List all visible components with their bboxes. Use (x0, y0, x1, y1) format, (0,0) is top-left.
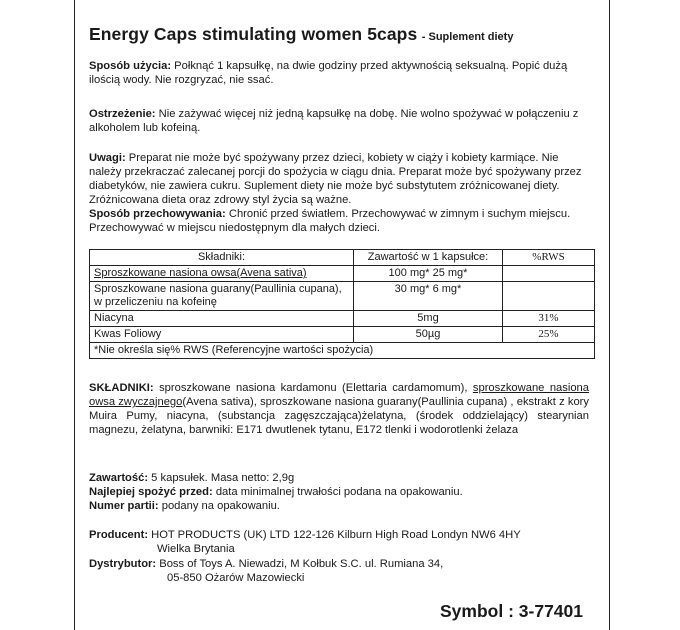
ingredients-list (89, 381, 589, 437)
symbol-label: Symbol : (440, 601, 514, 621)
notes-section (89, 151, 589, 235)
storage-label: Sposób przechowywania: (89, 208, 226, 220)
row-rws (503, 282, 595, 311)
distributor-line-2: 05-850 Ożarów Mazowiecki (167, 572, 305, 584)
ingredients-label: SKŁADNIKI: (89, 382, 154, 394)
usage-text: Połknąć 1 kapsułkę, na dwie godziny przed aktywnością seksualną. Popić dużą ilością wody. Nie rozgryzać, nie ssać. (89, 60, 568, 86)
product-name: Energy Caps stimulating women 5caps (89, 24, 418, 44)
batch-label: Numer partii: (89, 500, 159, 512)
table-row (90, 327, 595, 343)
content-label: Zawartość: (89, 472, 149, 484)
row-rws: 31% (503, 311, 595, 327)
best-before-text: data minimalnej trwałości podana na opakowaniu. (212, 486, 463, 498)
row-rws (503, 266, 595, 282)
table-footnote: *Nie określa się% RWS (Referencyjne wartości spożycia) (90, 343, 595, 359)
producer-line-1: HOT PRODUCTS (UK) LTD 122-126 Kilburn High Road Londyn NW6 4HY (148, 529, 521, 541)
ingredients-text-1: sproszkowane nasiona kardamonu (Elettaria cardamomum), (153, 382, 473, 394)
batch-text: podany na opakowaniu. (158, 500, 280, 512)
table-row (90, 311, 595, 327)
usage-label: Sposób użycia: (89, 60, 172, 72)
row-amount: 5mg (354, 311, 503, 327)
ingredients-text-2: (Avena sativa), sproszkowane nasiona guarany(Paullinia cupana) , ekstrakt z kory Muira Pumy, niacyna, (substancja zagęszczająca)żelatyna, (środek oddzielający) stearynian magnezu, żelatyna, barwniki: E171 dwutlenek tytanu, E172 tlenki i wodorotlenki żelaza (89, 396, 590, 436)
table-row (90, 282, 595, 311)
table-footnote-row (90, 343, 595, 359)
notes-text: Preparat nie może być spożywany przez dzieci, kobiety w ciąży i kobiety karmiące. Nie należy przekraczać zalecanej porcji do spożycia w ciągu dnia. Preparat może być spożywany przez diabetyków, nie zawiera cukru. Suplement diety nie może być substytutem zróżnicowanej diety. Zróżnicowana dieta oraz zdrowy styl życia są ważne. (89, 152, 582, 206)
notes-label: Uwagi: (89, 152, 126, 164)
table-header-row (90, 250, 595, 266)
producer-label: Producent: (89, 529, 149, 541)
header-ingredient: Składniki: (90, 250, 354, 266)
table-row (90, 266, 595, 282)
row-rws: 25% (503, 327, 595, 343)
best-before-label: Najlepiej spożyć przed: (89, 486, 213, 498)
producer-section (89, 528, 589, 556)
row-ingredient: Sproszkowane nasiona owsa(Avena sativa) (90, 266, 354, 282)
ingredients-table (89, 249, 595, 359)
warning-section (89, 107, 589, 135)
product-category: - Suplement diety (421, 31, 514, 43)
symbol (440, 601, 583, 622)
storage-text: Chronić przed światłem. Przechowywać w zimnym i suchym miejscu. Przechowywać w miejscu niedostępnym dla małych dzieci. (89, 208, 571, 234)
header-amount: Zawartość w 1 kapsułce: (354, 250, 503, 266)
row-ingredient: Sproszkowane nasiona guarany(Paullinia cupana), w przeliczeniu na kofeinę (90, 282, 354, 311)
warning-text: Nie zażywać więcej niż jedną kapsułkę na dobę. Nie wolno spożywać w połączeniu z alkoholem lub kofeiną. (89, 108, 579, 134)
ingredients-text-underlined: sproszkowane nasiona owsa zwyczajnego (89, 382, 590, 408)
row-ingredient: Niacyna (90, 311, 354, 327)
usage-section (89, 59, 589, 87)
package-info (89, 471, 589, 513)
symbol-value: 3-77401 (518, 601, 584, 621)
distributor-section (89, 557, 589, 585)
producer-line-2: Wielka Brytania (157, 543, 235, 555)
row-amount: 30 mg* 6 mg* (354, 282, 503, 311)
warning-label: Ostrzeżenie: (89, 108, 156, 120)
product-title (89, 24, 513, 45)
row-ingredient: Kwas Foliowy (90, 327, 354, 343)
distributor-label: Dystrybutor: (89, 558, 157, 570)
row-amount: 50µg (354, 327, 503, 343)
content-text: 5 kapsułek. Masa netto: 2,9g (148, 472, 295, 484)
row-amount: 100 mg* 25 mg* (354, 266, 503, 282)
distributor-line-1: Boss of Toys A. Niewadzi, M Kołbuk S.C. ul. Rumiana 34, (156, 558, 444, 570)
header-rws: %RWS (503, 250, 595, 266)
